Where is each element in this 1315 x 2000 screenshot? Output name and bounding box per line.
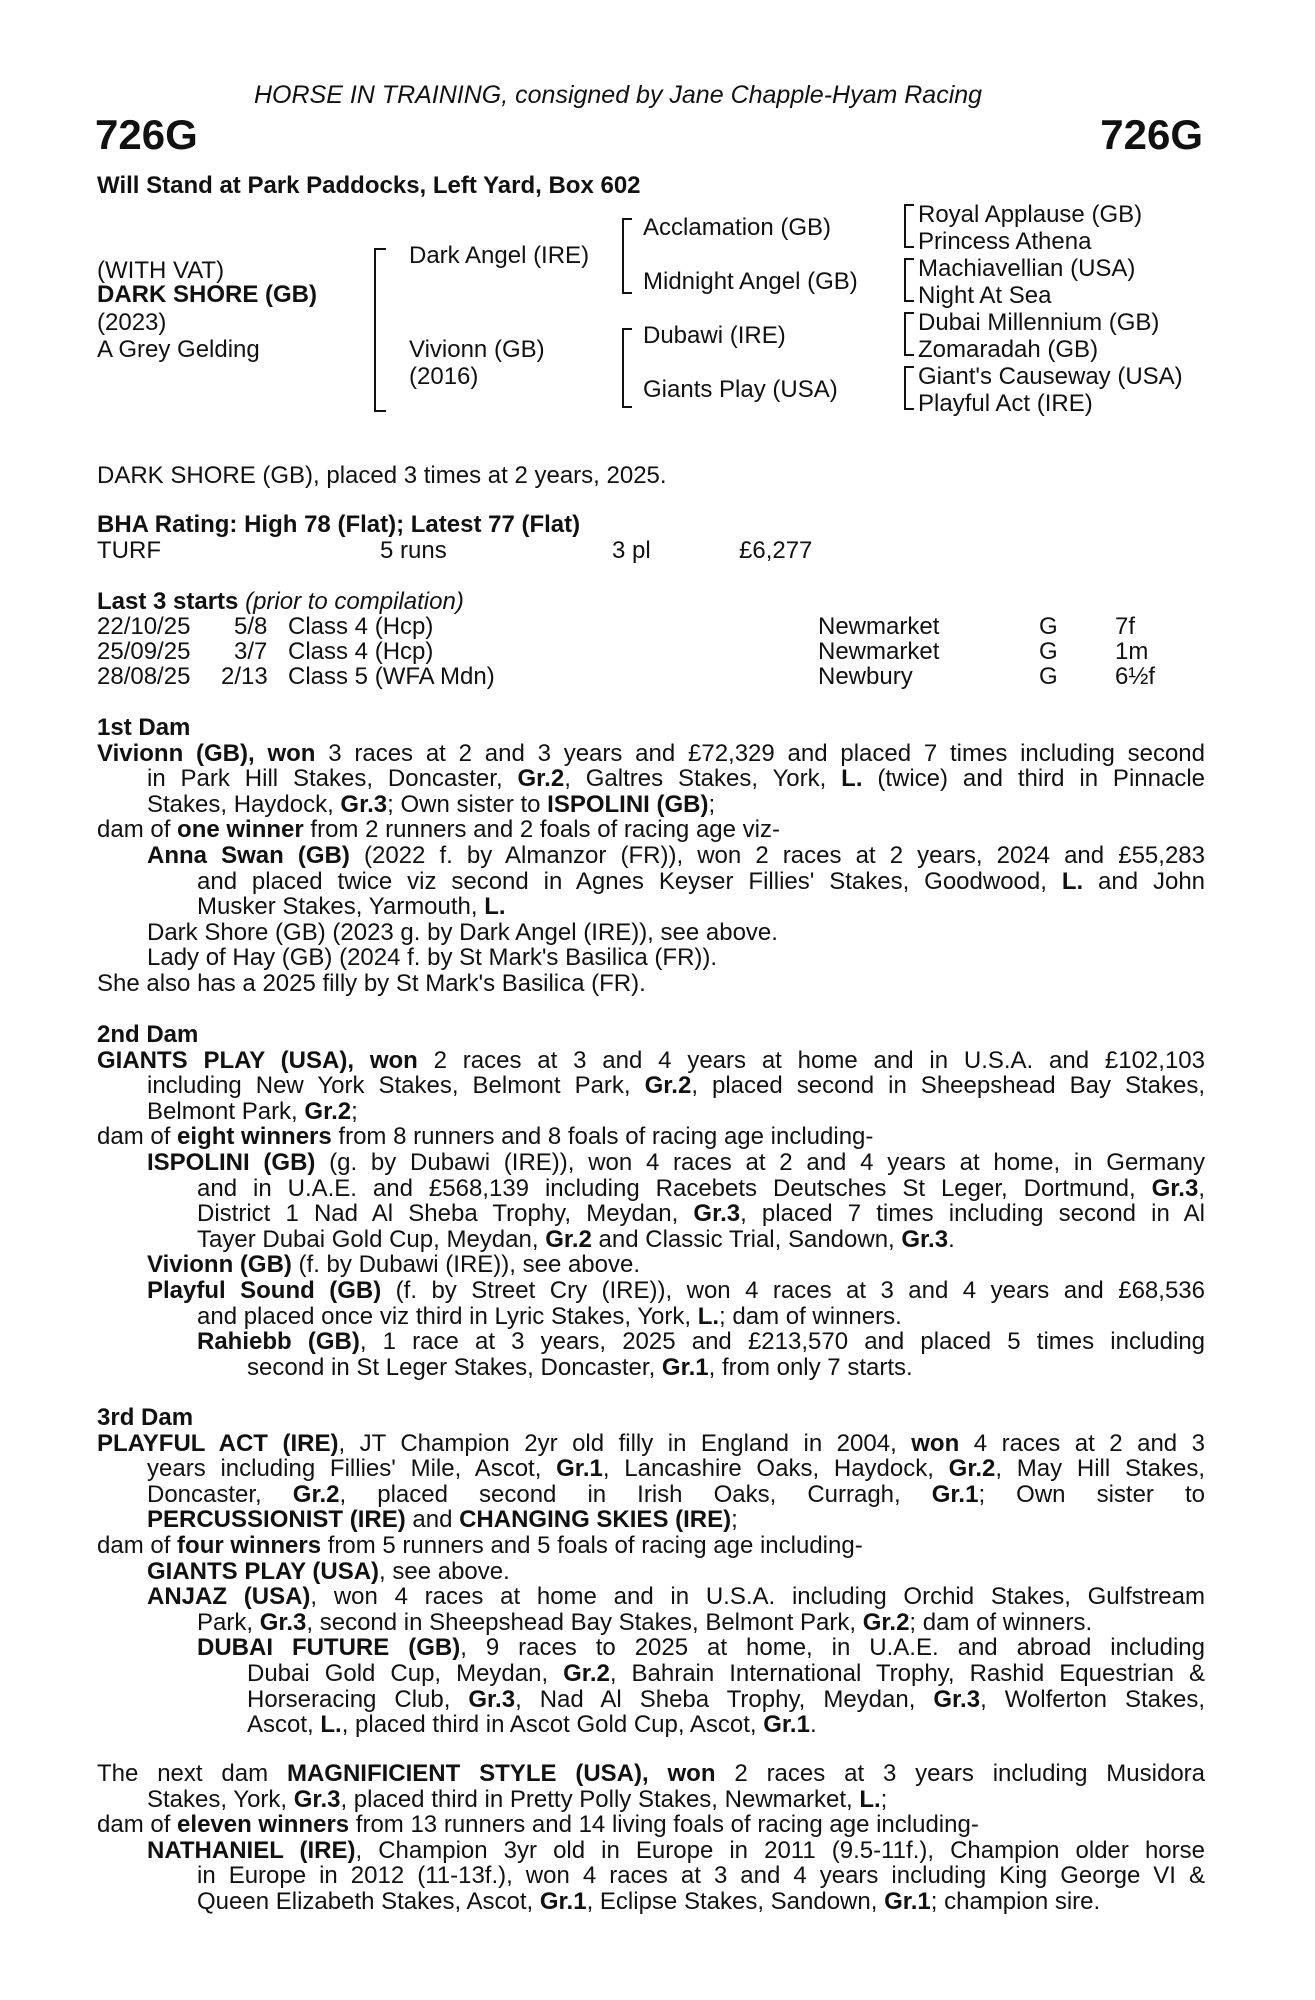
vat-label: (WITH VAT) (97, 257, 225, 284)
second-dam-line: and in U.A.E. and £568,139 including Racebets Deutsches St Leger, Dortmund, Gr.3, (197, 1174, 1205, 1202)
start-position: 3/7 (234, 638, 268, 665)
second-dam-line: Playful Sound (GB) (f. by Street Cry (IRE)), won 4 races at 3 and 4 years and £68,536 (147, 1276, 1205, 1304)
start-race: Class 5 (WFA Mdn) (288, 663, 495, 690)
rating-earnings: £6,277 (739, 537, 813, 564)
second-dam-section (97, 1022, 1205, 1380)
first-dam-heading: 1st Dam (97, 714, 191, 741)
start-going: G (1039, 613, 1058, 640)
second-dam-line: GIANTS PLAY (USA), won 2 races at 3 and 4 years at home and in U.S.A. and £102,103 (97, 1046, 1205, 1074)
third-dam-line: Dubai Gold Cup, Meydan, Gr.2, Bahrain International Trophy, Rashid Equestrian & (247, 1659, 1206, 1687)
last-starts-heading: Last 3 starts (97, 588, 239, 615)
start-date: 22/10/25 (97, 613, 191, 640)
third-dam-line: Doncaster, Gr.2, placed second in Irish Oaks, Curragh, Gr.1; Own sister to (147, 1480, 1205, 1508)
rating-placed: 3 pl (612, 537, 651, 564)
first-dam-line: in Park Hill Stakes, Doncaster, Gr.2, Galtres Stakes, York, L. (twice) and third in Pinnacle (147, 765, 1205, 793)
first-dam-section (97, 715, 1205, 997)
pedigree-brace-ss (904, 204, 914, 248)
second-dam-line: Rahiebb (GB), 1 race at 3 years, 2025 and £213,570 and placed 5 times including (197, 1328, 1206, 1356)
pedigree-sd: Midnight Angel (GB) (643, 268, 858, 295)
pedigree-dss: Dubai Millennium (GB) (918, 309, 1160, 336)
pedigree-ssd: Princess Athena (918, 228, 1092, 255)
start-race: Class 4 (Hcp) (288, 638, 434, 665)
horse-name: DARK SHORE (GB) (97, 281, 317, 308)
start-going: G (1039, 663, 1058, 690)
pedigree-ddd: Playful Act (IRE) (918, 390, 1093, 417)
second-dam-line: including New York Stakes, Belmont Park, Gr.2, placed second in Sheepshead Bay Stakes, (147, 1072, 1206, 1100)
pedigree-brace-sire (622, 218, 632, 294)
start-race: Class 4 (Hcp) (288, 613, 434, 640)
pedigree-dd: Giants Play (USA) (643, 376, 838, 403)
next-dam-line: Queen Elizabeth Stakes, Ascot, Gr.1, Eclipse Stakes, Sandown, Gr.1; champion sire. (197, 1887, 1101, 1915)
location-line: Will Stand at Park Paddocks, Left Yard, Box 602 (97, 172, 641, 199)
third-dam-line: GIANTS PLAY (USA), see above. (147, 1557, 510, 1585)
next-dam-line: dam of eleven winners from 13 runners and 14 living foals of racing age including- (97, 1811, 979, 1839)
first-dam-line: Dark Shore (GB) (2023 g. by Dark Angel (IRE)), see above. (147, 918, 778, 946)
start-date: 25/09/25 (97, 638, 191, 665)
third-dam-line: Horseracing Club, Gr.3, Nad Al Sheba Trophy, Meydan, Gr.3, Wolferton Stakes, (247, 1685, 1206, 1713)
first-dam-line: Anna Swan (GB) (2022 f. by Almanzor (FR)), won 2 races at 2 years, 2024 and £55,283 (147, 841, 1205, 869)
third-dam-heading: 3rd Dam (97, 1404, 194, 1431)
pedigree-brace-dam (622, 328, 632, 408)
pedigree-dam: Vivionn (GB) (409, 336, 545, 363)
consignment-line: HORSE IN TRAINING, consigned by Jane Chapple-Hyam Racing (254, 81, 983, 109)
start-going: G (1039, 638, 1058, 665)
second-dam-line: and placed once viz third in Lyric Stakes, York, L.; dam of winners. (197, 1302, 902, 1330)
next-dam-section (97, 1761, 1205, 1915)
third-dam-line: PLAYFUL ACT (IRE), JT Champion 2yr old filly in England in 2004, won 4 races at 2 and 3 (97, 1429, 1205, 1457)
start-distance: 7f (1115, 613, 1136, 640)
pedigree-dds: Giant's Causeway (USA) (918, 363, 1183, 390)
second-dam-heading: 2nd Dam (97, 1021, 199, 1048)
third-dam-line: dam of four winners from 5 runners and 5 foals of racing age including- (97, 1531, 863, 1559)
pedigree-sire: Dark Angel (IRE) (409, 242, 590, 269)
start-distance: 6½f (1115, 663, 1156, 690)
third-dam-line: PERCUSSIONIST (IRE) and CHANGING SKIES (IRE); (147, 1506, 738, 1534)
start-distance: 1m (1115, 638, 1149, 665)
first-dam-line: She also has a 2025 filly by St Mark's Basilica (FR). (97, 969, 646, 997)
pedigree-sss: Royal Applause (GB) (918, 201, 1143, 228)
lot-number-left: 726G (95, 111, 198, 158)
last-starts-note: (prior to compilation) (245, 588, 464, 615)
pedigree-sdd: Night At Sea (918, 282, 1052, 309)
third-dam-section (97, 1405, 1205, 1738)
third-dam-line: ANJAZ (USA), won 4 races at home and in U.S.A. including Orchid Stakes, Gulfstream (147, 1583, 1205, 1611)
second-dam-line: ISPOLINI (GB) (g. by Dubawi (IRE)), won 4 races at 2 and 4 years at home, in Germany (147, 1148, 1205, 1176)
last-starts-heading-line (97, 589, 464, 615)
pedigree-dam-year: (2016) (409, 363, 479, 390)
second-dam-line: Tayer Dubai Gold Cup, Meydan, Gr.2 and Classic Trial, Sandown, Gr.3. (197, 1225, 955, 1253)
lot-number-right: 726G (1100, 111, 1203, 158)
start-course: Newmarket (818, 638, 940, 665)
first-dam-line: and placed twice viz second in Agnes Keyser Fillies' Stakes, Goodwood, L. and John (197, 867, 1206, 895)
rating-runs: 5 runs (380, 537, 447, 564)
next-dam-line: The next dam MAGNIFICIENT STYLE (USA), won 2 races at 3 years including Musidora (97, 1760, 1206, 1787)
pedigree-brace-dd (904, 366, 914, 410)
pedigree-brace-ds (904, 312, 914, 356)
third-dam-line: DUBAI FUTURE (GB), 9 races to 2025 at home, in U.A.E. and abroad including (197, 1634, 1205, 1662)
third-dam-line: years including Fillies' Mile, Ascot, Gr.1, Lancashire Oaks, Haydock, Gr.2, May Hill Stakes, (147, 1455, 1205, 1483)
start-position: 5/8 (234, 613, 268, 640)
rating-surface: TURF (97, 537, 161, 564)
first-dam-line: dam of one winner from 2 runners and 2 foals of racing age viz- (97, 816, 780, 844)
second-dam-line: Belmont Park, Gr.2; (147, 1097, 358, 1125)
next-dam-line: NATHANIEL (IRE), Champion 3yr old in Europe in 2011 (9.5-11f.), Champion older horse (147, 1836, 1205, 1864)
horse-description: A Grey Gelding (97, 336, 260, 363)
race-summary: DARK SHORE (GB), placed 3 times at 2 years, 2025. (97, 462, 667, 489)
pedigree-ds: Dubawi (IRE) (643, 322, 786, 349)
start-position: 2/13 (221, 663, 268, 690)
pedigree-brace-sd (904, 258, 914, 302)
first-dam-line: Lady of Hay (GB) (2024 f. by St Mark's Basilica (FR)). (147, 944, 718, 972)
start-course: Newmarket (818, 613, 940, 640)
next-dam-line: in Europe in 2012 (11-13f.), won 4 races at 3 and 4 years including King George VI & (197, 1862, 1205, 1890)
bha-rating: BHA Rating: High 78 (Flat); Latest 77 (Flat) (97, 511, 581, 538)
pedigree-brace-main (374, 248, 386, 412)
pedigree-ss: Acclamation (GB) (643, 214, 832, 241)
first-dam-line: Stakes, Haydock, Gr.3; Own sister to ISPOLINI (GB); (147, 790, 716, 818)
next-dam-line: Stakes, York, Gr.3, placed third in Pretty Polly Stakes, Newmarket, L.; (147, 1785, 888, 1813)
first-dam-line: Musker Stakes, Yarmouth, L. (197, 893, 506, 921)
second-dam-line: second in St Leger Stakes, Doncaster, Gr.1, from only 7 starts. (247, 1353, 913, 1381)
second-dam-line: District 1 Nad Al Sheba Trophy, Meydan, Gr.3, placed 7 times including second in Al (197, 1200, 1205, 1228)
second-dam-line: Vivionn (GB) (f. by Dubawi (IRE)), see above. (147, 1251, 641, 1279)
horse-year: (2023) (97, 309, 167, 336)
start-date: 28/08/25 (97, 663, 191, 690)
pedigree-sds: Machiavellian (USA) (918, 255, 1136, 282)
start-course: Newbury (818, 663, 913, 690)
third-dam-line: Ascot, L., placed third in Ascot Gold Cup, Ascot, Gr.1. (247, 1711, 817, 1739)
third-dam-line: Park, Gr.3, second in Sheepshead Bay Stakes, Belmont Park, Gr.2; dam of winners. (197, 1608, 1093, 1636)
second-dam-line: dam of eight winners from 8 runners and 8 foals of racing age including- (97, 1123, 874, 1151)
first-dam-line: Vivionn (GB), won 3 races at 2 and 3 years and £72,329 and placed 7 times including second (97, 739, 1206, 767)
pedigree-dsd: Zomaradah (GB) (918, 336, 1099, 363)
